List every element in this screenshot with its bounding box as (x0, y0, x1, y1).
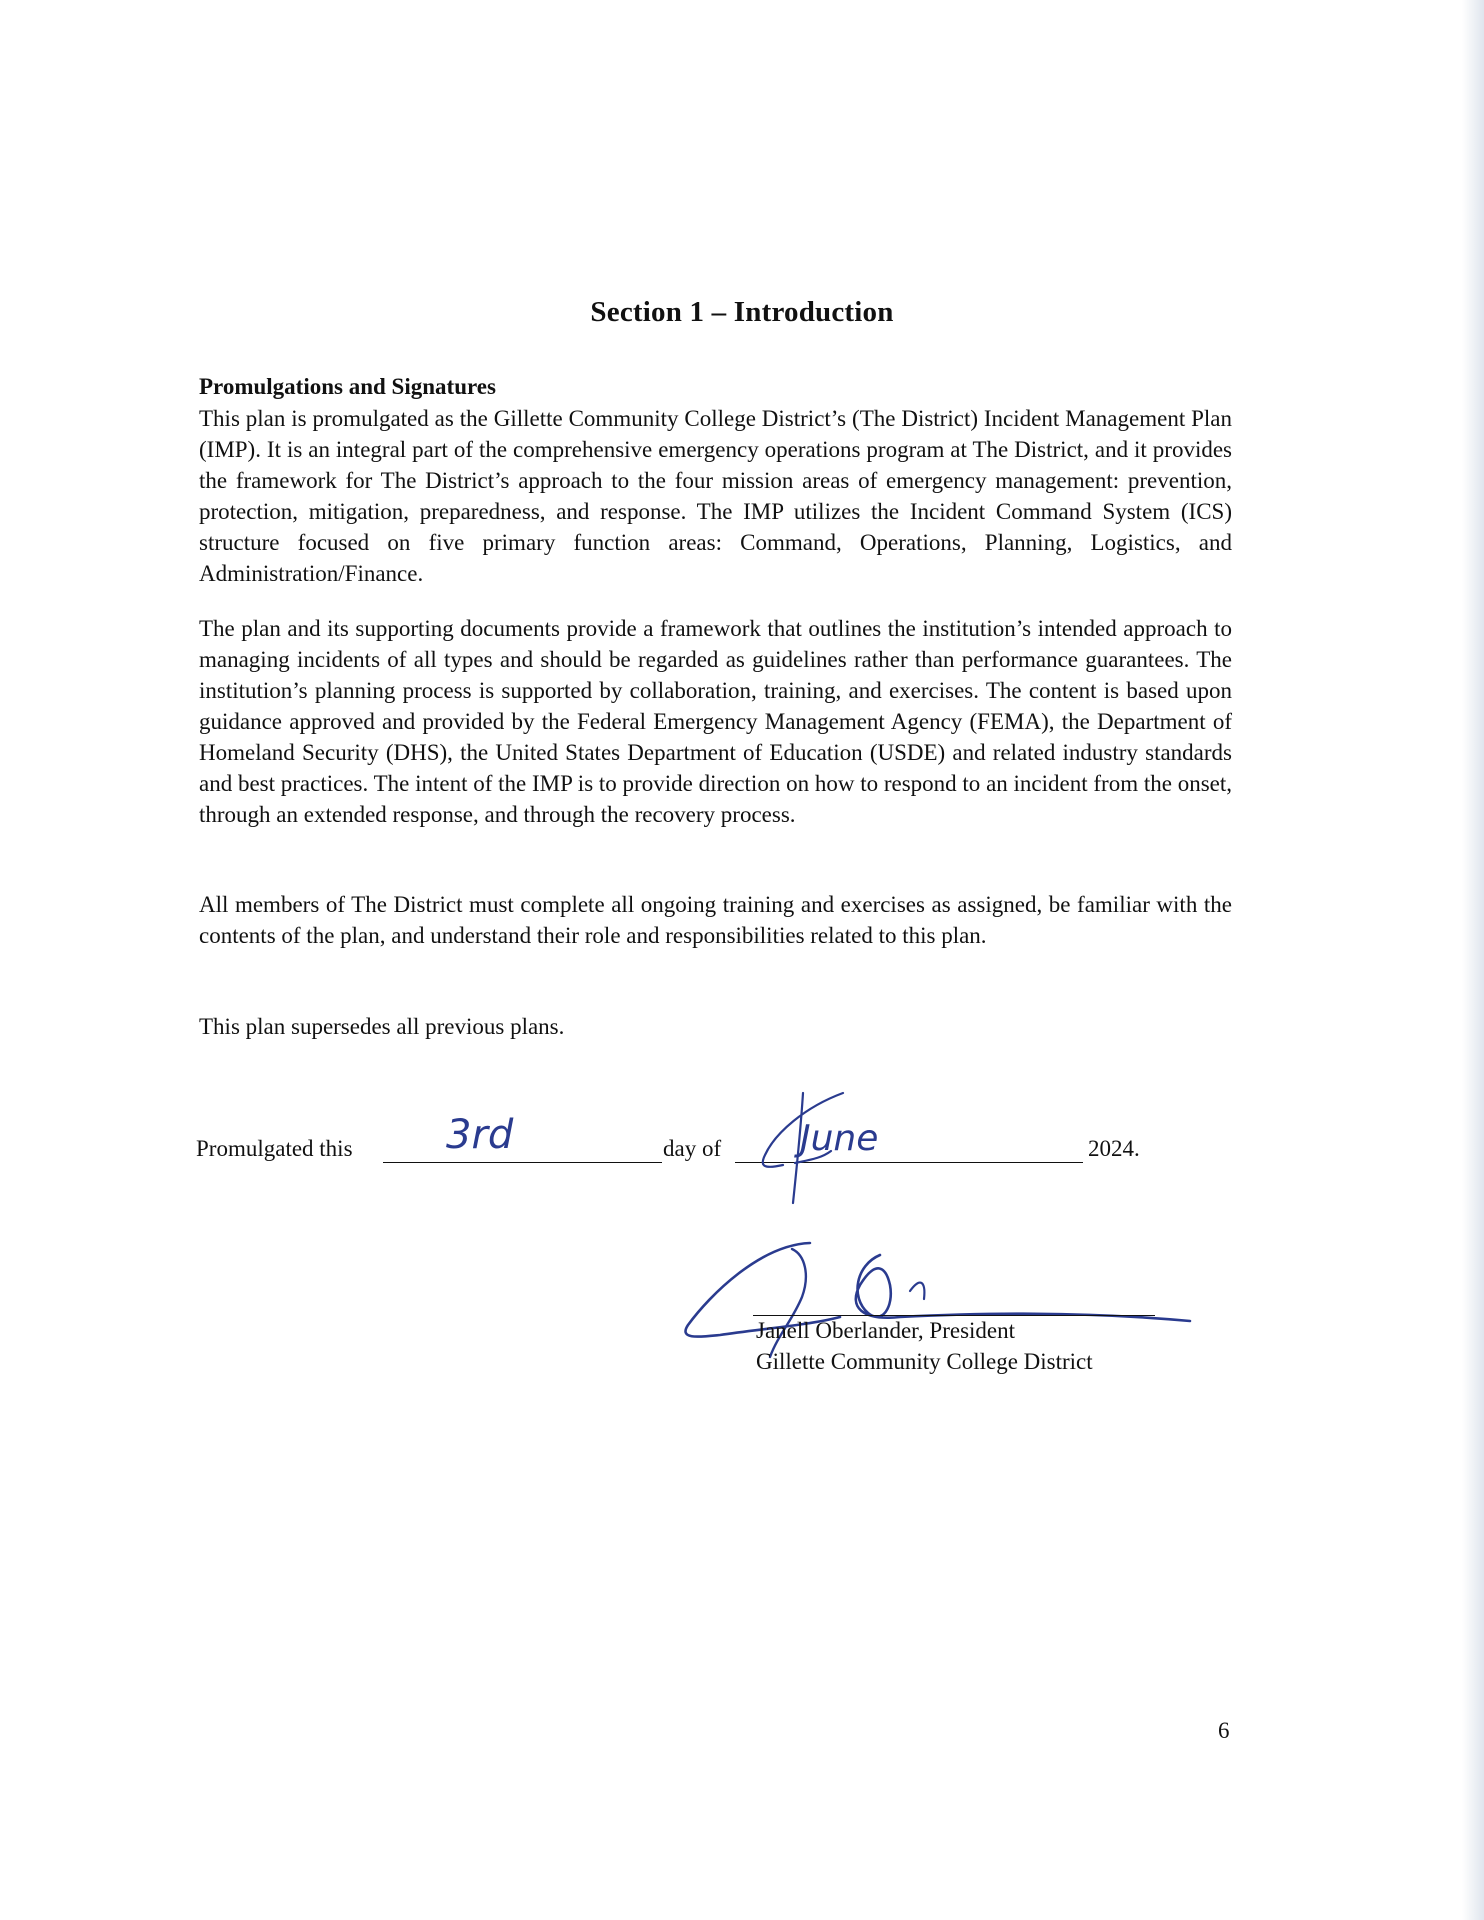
day-of-label: day of (663, 1136, 722, 1161)
signer-name: Janell Oberlander, President (756, 1318, 1016, 1343)
day-blank-line (383, 1162, 662, 1163)
section-title: Section 1 – Introduction (590, 296, 894, 328)
paragraph-members: All members of The District must complete all ongoing training and exercises as assigned, be familiar with the contents of the plan, and understand their role and responsibilities related to this plan. (199, 892, 1232, 948)
paragraph-framework: The plan and its supporting documents provide a framework that outlines the institution’s intended approach to managing incidents of all types and should be regarded as guidelines rather than performance guarantees. The institution’s planning process is supported by collaboration, training, and exercises. The content is based upon guidance approved and provided by the Federal Emergency Management Agency (FEMA), the Department of Homeland Security (DHS), the United States Department of Education (USDE) and related industry standards and best practices. The intent of the IMP is to provide direction on how to respond to an incident from the onset, through an extended response, and through the recovery process. (199, 616, 1232, 827)
year-label: 2024. (1088, 1136, 1140, 1161)
handwritten-month: June (800, 1118, 879, 1159)
paragraph-supersedes: This plan supersedes all previous plans. (199, 1014, 565, 1039)
signer-organization: Gillette Community College District (756, 1349, 1093, 1374)
page-number: 6 (1218, 1718, 1230, 1743)
scan-edge-shadow (1462, 0, 1484, 1920)
paragraph-promulgation: This plan is promulgated as the Gillette Community College District’s (The District) Incident Management Plan (IMP). It is an integral part of the comprehensive emergency operations program at The District, and it provides the framework for The District’s approach to the four mission areas of emergency management: prevention, protection, mitigation, preparedness, and response. The IMP utilizes the Incident Command System (ICS) structure focused on five primary function areas: Command, Operations, Planning, Logistics, and Administration/Finance. (199, 406, 1232, 586)
signature-line (753, 1315, 1155, 1316)
handwritten-day: 3rd (446, 1112, 514, 1158)
promulgated-label: Promulgated this (196, 1136, 353, 1161)
subheading: Promulgations and Signatures (199, 374, 496, 399)
